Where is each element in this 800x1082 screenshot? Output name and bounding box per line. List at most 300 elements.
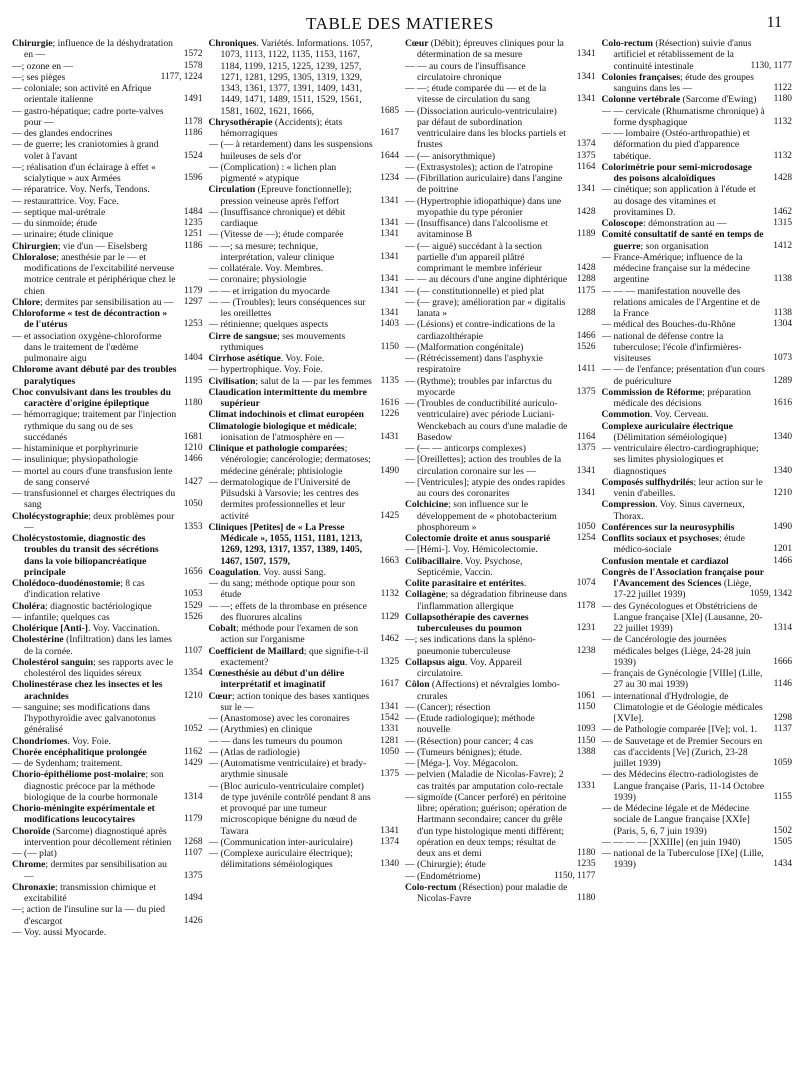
index-entry [12,252,203,297]
index-entry [209,421,400,444]
entry-text: Cholédoco-duodénostomie; 8 cas d'indication relative [12,578,145,601]
entry-text: — dermatologique de l'Université de Pilsudski à Varsovie; les centres des dermites professionnelles et leur activité [208,476,359,522]
entry-text: — (Vitesse de —); étude comparée [208,229,344,241]
index-entry [405,342,596,353]
entry-text: Complexe auriculaire électrique (Délimitation séméiologique) [601,420,733,443]
index-entry [12,409,203,443]
index-entry [405,792,596,860]
entry-page-ref: 1490 [773,521,792,532]
index-entry [12,927,203,938]
entry-text: Colite parasitaire et entérites. [405,578,527,589]
index-entry [602,736,793,770]
index-entry [12,466,203,489]
index-entry [602,72,793,95]
entry-text: — (Complexe auriculaire électrique); délimitations séméiologiques [208,848,353,871]
index-entry [209,319,400,330]
entry-text: — (— — anticorps complexes) [405,443,526,454]
index-entry [12,702,203,736]
entry-text: Cliniques [Petites] de « La Presse Médicale », 1055, 1151, 1181, 1213, 1269, 1293, 1317, 1357, 1389, 1405, 1467, 1507, 1579, [208,521,363,567]
entry-page-ref: 1341 [380,274,399,285]
index-entry [209,274,400,285]
entry-text: Colchicine; son influence sur le développement de « photobacterium phosphoreum » [405,499,557,533]
index-entry [602,848,793,871]
index-entry [12,207,203,218]
entry-text: Chroniques. Variétés. Informations. 1057, 1073, 1113, 1122, 1135, 1153, 1167, 1184, 1199, 1215, 1225, 1239, 1257, 1271, 1281, 1295, 1305, 1319, 1329, 1343, 1361, 1377, 1391, 1409, 1431, 1449, 1471, 1489, 1511, 1529, 1561, 1581, 1602, 1621, 1666, [208,38,373,117]
entry-text: Coagulation. Voy. aussi Sang. [208,566,326,578]
index-entry [405,556,596,579]
entry-text: — pelvien (Maladie de Nicolas-Favre); 2 cas traités par amputation colo-rectale [405,769,564,792]
entry-text: Conférences sur la neurosyphilis [601,521,735,533]
entry-page-ref: 1178 [184,116,203,127]
entry-page-ref: 1340 [773,465,792,476]
index-entry [405,634,596,657]
index-entry [405,769,596,792]
entry-page-ref: 1494 [183,893,203,903]
entry-page-ref: 1195 [184,375,203,386]
entry-text: Coefficient de Maillard; que signifie-t-il exactement? [208,645,369,668]
entry-text: — [Hémi-]. Voy. Hémicolectomie. [405,544,538,556]
index-entry [602,601,793,635]
index-entry [209,848,400,871]
entry-page-ref: 1052 [183,724,203,735]
entry-page-ref: 1466 [576,330,596,341]
index-entry [602,724,793,735]
entry-text: — — de l'enfance; présentation d'un cours de puériculture [601,364,765,387]
index-entry [602,499,793,522]
index-entry [405,38,596,61]
entry-text: — (Hypertrophie idiopathique) dans une myopathie du type péronier [405,195,562,218]
entry-page-ref: 1297 [183,296,203,307]
index-entry [405,162,596,173]
entry-page-ref: 1281 [380,735,399,746]
index-entry [12,218,203,229]
index-entry [405,544,596,555]
entry-page-ref: 1179 [184,285,203,296]
entry-text: — du sinmoïde; étude [12,218,97,229]
entry-page-ref: 1150, 1177 [554,870,596,881]
index-entry [602,128,793,162]
index-entry [405,758,596,769]
entry-text: Chrysothérapie (Accidents); états hémorragiques [208,116,343,139]
index-entry [12,72,203,83]
entry-text: Chloralose; anesthésie par le — et modifications de l'excitabilité nerveuse motrice centrale et périphérique chez le chien [12,251,176,297]
entry-page-ref: 1341 [576,184,596,195]
entry-text: — du sang; méthode optique pour son étude [208,578,356,601]
entry-page-ref: 1353 [183,521,203,532]
entry-page-ref: 1341 [380,308,399,318]
entry-page-ref: 1132 [773,116,792,127]
index-entry [405,286,596,297]
entry-text: Cœnesthésie au début d'un délire interprétatif et imaginatif [208,668,345,691]
entry-page-ref: 1375 [183,870,203,881]
index-column-2 [209,38,400,1078]
entry-page-ref: 1189 [577,229,596,240]
index-entry [405,443,596,454]
index-entry [209,409,400,420]
index-entry [602,252,793,286]
entry-text: — médical des Bouches-du-Rhône [601,319,736,331]
entry-page-ref: 1053 [183,589,203,600]
index-entry [12,612,203,623]
entry-page-ref: 1427 [183,476,203,487]
index-entry [12,578,203,601]
entry-text: Chorio-méningite expérimentale et modifications leucocytaires [12,803,155,826]
entry-text: — — cervicale (Rhumatisme chronique) à forme dysphagique [601,105,765,128]
index-entry [405,319,596,342]
entry-text: Colectomie droite et anus sousparié [405,533,551,544]
index-entry [602,803,793,837]
entry-page-ref: 1666 [773,656,792,667]
entry-page-ref: 1050 [380,746,399,757]
index-entry [405,398,596,443]
index-entry [405,499,596,533]
index-entry [209,443,400,477]
entry-text: Chloroforme « test de décontraction » de l'utérus [12,308,168,331]
entry-text: — histaminique et porphyrinurie [12,443,139,454]
entry-text: Chorio-épithéliome post-molaire; son diagnostic précoce par la méthode biologique de la courbe hormonale [12,769,164,803]
index-entry [12,331,203,365]
entry-page-ref: 1210 [183,690,203,701]
entry-text: — — lombaire (Ostéo-arthropathie) et déformation du pied d'apparence tabétique. [601,128,750,162]
entry-text: — restaurattrice. Voy. Face. [12,195,119,207]
index-entry [405,702,596,713]
entry-text: — (Résection) pour cancer; 4 cas [405,735,534,747]
index-entry [405,151,596,162]
entry-page-ref: 1130, 1177 [750,60,792,71]
entry-text: Cirre de sangsue; ses mouvements rythmiques [208,330,346,353]
entry-page-ref: 1235 [576,859,596,870]
index-entry [602,567,793,601]
entry-page-ref: 1341 [576,488,596,498]
index-entry [405,218,596,241]
entry-text: — et association oxygène-chloroforme dans le traitement de l'œdème pulmonaire aigu [12,330,162,364]
entry-page-ref: 1050 [183,499,203,510]
entry-text: Choroïde (Sarcome) diagnostiqué après intervention pour décollement rétinien [12,825,172,848]
entry-page-ref: 1331 [380,724,399,735]
entry-text: Chondriomes. Voy. Foie. [12,735,111,747]
entry-text: Collapsus aigu. Voy. Appareil circulatoire. [405,656,523,679]
entry-page-ref: 1186 [184,128,203,138]
entry-page-ref: 1314 [773,623,792,633]
index-entry [209,139,400,162]
index-entry [405,376,596,399]
entry-page-ref: 1484 [183,206,203,217]
entry-page-ref: 1304 [773,319,792,330]
entry-page-ref: 1428 [773,173,792,183]
index-entry [12,106,203,129]
entry-page-ref: 1129 [380,611,399,622]
entry-text: — Voy. aussi Myocarde. [12,926,107,938]
index-entry [209,263,400,274]
entry-text: Civilisation; salut de la — par les femmes [208,375,372,387]
index-entry [12,882,203,905]
entry-text: — (Rétrécissement) dans l'asphyxie respiratoire [405,353,543,376]
entry-page-ref: 1616 [380,398,399,408]
entry-text: — hypertrophique. Voy. Foie. [208,364,323,376]
entry-text: — réparatrice. Voy. Nerfs, Tendons. [12,184,150,196]
entry-page-ref: 1341 [380,229,399,240]
entry-text: —; ses indications dans la spléno-pneumonie tuberculeuse [405,634,536,657]
index-entry [405,736,596,747]
entry-page-ref: 1341 [380,218,399,228]
entry-text: — rétinienne; quelques aspects [208,319,329,331]
entry-text: — (Communication inter-auriculaire) [208,836,353,848]
index-entry [602,106,793,129]
index-entry [12,848,203,859]
index-entry [209,117,400,140]
entry-text: — infantile; quelques cas [12,611,110,623]
entry-page-ref: 1505 [773,836,792,847]
entry-text: — insulinique; physiopathologie [12,454,138,466]
entry-text: —; ses pièges [12,71,66,83]
index-entry [209,713,400,724]
index-entry [602,522,793,533]
entry-text: — (Dissociation auriculo-ventriculaire) par défaut de subordination ventriculaire dans les blocks partiels et frustes [405,105,566,151]
entry-page-ref: 1374 [380,836,399,847]
entry-page-ref: 1572 [183,49,203,60]
entry-text: Colonne vertébrale (Sarcome d'Ewing) [601,94,757,106]
index-entry [602,319,793,330]
index-entry [602,477,793,500]
entry-page-ref: 1210 [773,488,792,498]
entry-page-ref: 1201 [773,544,792,555]
entry-page-ref: 1150 [577,735,596,746]
entry-text: — français de Gynécologie [VIIIe] (Lille, 27 au 30 mai 1939) [601,668,763,691]
entry-page-ref: 1685 [380,105,399,116]
entry-text: — —; sa mesure; technique, interprétation, valeur clinique [208,240,335,263]
entry-text: — de guerre; les craniotomies à grand volet à l'avant [12,139,159,162]
entry-page-ref: 1238 [576,645,596,656]
entry-page-ref: 1164 [577,161,596,172]
entry-page-ref: 1681 [183,431,203,442]
index-entry [405,477,596,500]
index-entry [602,38,793,72]
index-entry [12,803,203,826]
index-entry [209,387,400,410]
entry-text: — (Fibrillation auriculaire) dans l'angine de poitrine [405,173,563,196]
entry-text: Cœur; action tonique des bases xantiques sur le — [208,690,370,713]
entry-page-ref: 1059, 1342 [749,589,792,600]
entry-text: Colo-rectum (Résection) suivie d'anus artificiel et rétablissement de la continuité intestinale [601,38,752,72]
entry-page-ref: 1426 [183,915,203,926]
index-entry [405,353,596,376]
entry-page-ref: 1596 [183,173,203,183]
entry-text: —; réalisation d'un éclairage à effet « scialytique » aux Armées [12,161,156,184]
entry-text: Circulation (Epreuve fonctionnelle); pression veineuse après l'effort [208,184,352,207]
entry-text: — national de défense contre la tuberculose; l'école d'infirmières-visiteuses [601,330,742,364]
entry-page-ref: 1132 [773,150,792,161]
index-entry [602,668,793,691]
entry-page-ref: 1388 [576,746,596,757]
entry-text: Clinique et pathologie comparées; vénérologie; cancérologie; dermatoses; médecine générale; phtisiologie [208,443,371,477]
entry-text: Cholécystographie; deux problèmes pour — [12,510,175,533]
entry-text: — — au décours d'une angine diphtérique [405,274,568,286]
index-entry [602,162,793,185]
entry-text: Colibacillaire. Voy. Psychose, Septicémie, Vaccin. [405,555,523,578]
index-entry [209,736,400,747]
entry-page-ref: 1462 [380,634,399,645]
index-entry [602,94,793,105]
entry-page-ref: 1425 [380,510,399,521]
page-title: TABLE DES MATIERES [306,14,494,33]
index-entry [405,533,596,544]
entry-page-ref: 1179 [184,814,203,825]
index-entry [405,61,596,84]
index-entry [209,758,400,781]
entry-text: — mortel au cours d'une transfusion lente de sang conservé [12,465,173,488]
entry-page-ref: 1150 [577,701,596,712]
index-entry [12,364,203,387]
entry-text: — [Oreillettes]; action des troubles de la circulation coronaire sur les — [405,454,562,477]
entry-page-ref: 1341 [576,49,596,60]
entry-text: — des glandes endocrines [12,128,113,139]
entry-text: — sanguine; ses modifications dans l'hypothyroïdie avec galvanotonus généralisé [12,701,156,736]
index-entry [405,859,596,870]
index-entry [209,837,400,848]
entry-text: — international d'Hydrologie, de Climatologie et de Géologie médicales [XVIe]. [601,690,763,724]
index-entry [602,286,793,320]
index-entry [602,218,793,229]
entry-page-ref: 1412 [773,240,792,251]
entry-page-ref: 1061 [576,690,596,701]
entry-page-ref: 1175 [577,285,596,296]
entry-text: Cirrhose asétique. Voy. Foie. [208,353,325,364]
entry-text: Conflits sociaux et psychoses; étude médico-sociale [601,533,745,556]
index-entry [12,601,203,612]
index-entry [405,106,596,151]
entry-page-ref: 1132 [380,589,399,600]
index-entry [12,387,203,410]
entry-text: — (Endométriome) [405,870,481,882]
index-entry [12,241,203,252]
entry-text: — collatérale. Voy. Membres. [208,263,324,274]
entry-text: — de Pathologie comparée [IVe]; vol. 1. [601,724,758,736]
entry-page-ref: 1578 [183,60,203,71]
index-entry [602,769,793,803]
entry-page-ref: 1177, 1224 [160,71,203,82]
entry-text: Chrome; dermites par sensibilisation au — [12,859,167,882]
index-entry [209,781,400,837]
entry-text: Cholérique [Anti-]. Voy. Vaccination. [12,623,160,634]
index-entry [12,297,203,308]
index-entry [209,297,400,320]
index-entry [602,331,793,365]
index-entry [602,691,793,725]
index-entry [12,634,203,657]
index-entry [12,736,203,747]
index-entry [209,567,400,578]
entry-text: — gastro-hépatique; cadre porte-valves pour — [12,105,164,128]
entry-page-ref: 1375 [576,443,596,453]
index-entry [602,229,793,252]
entry-page-ref: 1375 [380,769,399,780]
index-entry [602,443,793,477]
entry-text: — (Automatisme ventriculaire) et brady-arythmie sinusale [208,758,367,781]
entry-text: — coloniale; son activité en Afrique orientale italienne [12,83,152,106]
entry-page-ref: 1341 [576,94,596,105]
index-entry [12,826,203,849]
entry-page-ref: 1462 [773,206,792,217]
entry-page-ref: 1644 [380,150,399,161]
index-entry [209,623,400,646]
entry-page-ref: 1325 [380,656,399,667]
entry-text: — (Extrasystoles); action de l'atropine [405,161,553,173]
index-entry [405,589,596,612]
index-entry [12,623,203,634]
entry-text: Confusion mentale et cardiazol [601,555,729,567]
entry-text: — — — manifestation nouvelle des relations amicales de l'Argentine et de la France [601,285,760,319]
entry-page-ref: 1331 [576,780,596,791]
entry-page-ref: 1074 [576,578,596,588]
index-entry [405,274,596,285]
index-entry [12,229,203,240]
index-entry [405,454,596,477]
entry-page-ref: 1526 [183,611,203,622]
entry-text: — (— anisorythmique) [405,150,496,162]
index-entry [209,331,400,354]
entry-page-ref: 1138 [773,308,792,318]
entry-text: — (Insuffisance chronique) et débit cardiaque [208,206,346,229]
entry-page-ref: 1490 [380,465,399,476]
entry-text: — septique mal-urétrale [12,206,106,218]
index-entry [12,679,203,702]
entry-page-ref: 1315 [773,218,792,228]
index-entry [405,657,596,680]
entry-text: Collagène; sa dégradation fibrineuse dans l'inflammation allergique [405,589,567,612]
index-entry [209,668,400,691]
entry-page-ref: 1466 [183,454,203,465]
index-entry [12,196,203,207]
entry-text: —; ozone en — [12,60,74,72]
entry-text: — (Lésions) et contre-indications de la cardiazolthérapie [405,319,555,342]
entry-page-ref: 1059 [773,758,792,768]
entry-text: — — et irrigation du myocarde [208,285,330,297]
entry-text: — (Rythme); troubles par infarctus du myocarde [405,375,552,398]
index-entry [602,837,793,848]
index-entry [405,241,596,275]
index-column-4 [602,38,793,1078]
entry-page-ref: 1137 [773,724,792,735]
entry-text: — des Médecins électro-radiologistes de Langue française (Paris, 11-14 Octobre 1939) [601,769,765,803]
entry-text: — (Atlas de radiologie) [208,746,300,758]
index-entry [12,308,203,331]
entry-text: Climatologie biologique et médicale; ionisation de l'atmosphère en — [208,420,357,443]
index-entry [12,533,203,578]
entry-page-ref: 1404 [183,353,203,363]
entry-text: — — au cours de l'insuffisance circulatoire chronique [405,60,526,83]
entry-text: Chirurgie; influence de la déshydratation en — [12,38,173,61]
entry-page-ref: 1341 [380,251,399,262]
entry-page-ref: 1210 [183,443,203,453]
index-entry [602,533,793,556]
index-entry [602,421,793,444]
index-entry [209,578,400,601]
entry-text: — France-Amérique; influence de la médecine française sur la médecine argentine [601,251,750,286]
entry-text: — de Sydenham; traitement. [12,758,123,769]
entry-text: — coronaire; physiologie [208,274,307,286]
index-entry [405,297,596,320]
entry-page-ref: 1617 [380,679,399,690]
index-entry [405,83,596,106]
entry-page-ref: 1341 [576,71,596,82]
index-entry [602,556,793,567]
index-column-3 [405,38,596,1078]
entry-text: Côlon (Affections) et névralgies lombo-crurales [405,679,560,702]
entry-text: Chlorome avant débuté par des troubles paralytiques [12,364,177,387]
index-entry [405,871,596,882]
index-entry [12,758,203,769]
index-columns [12,38,792,1078]
